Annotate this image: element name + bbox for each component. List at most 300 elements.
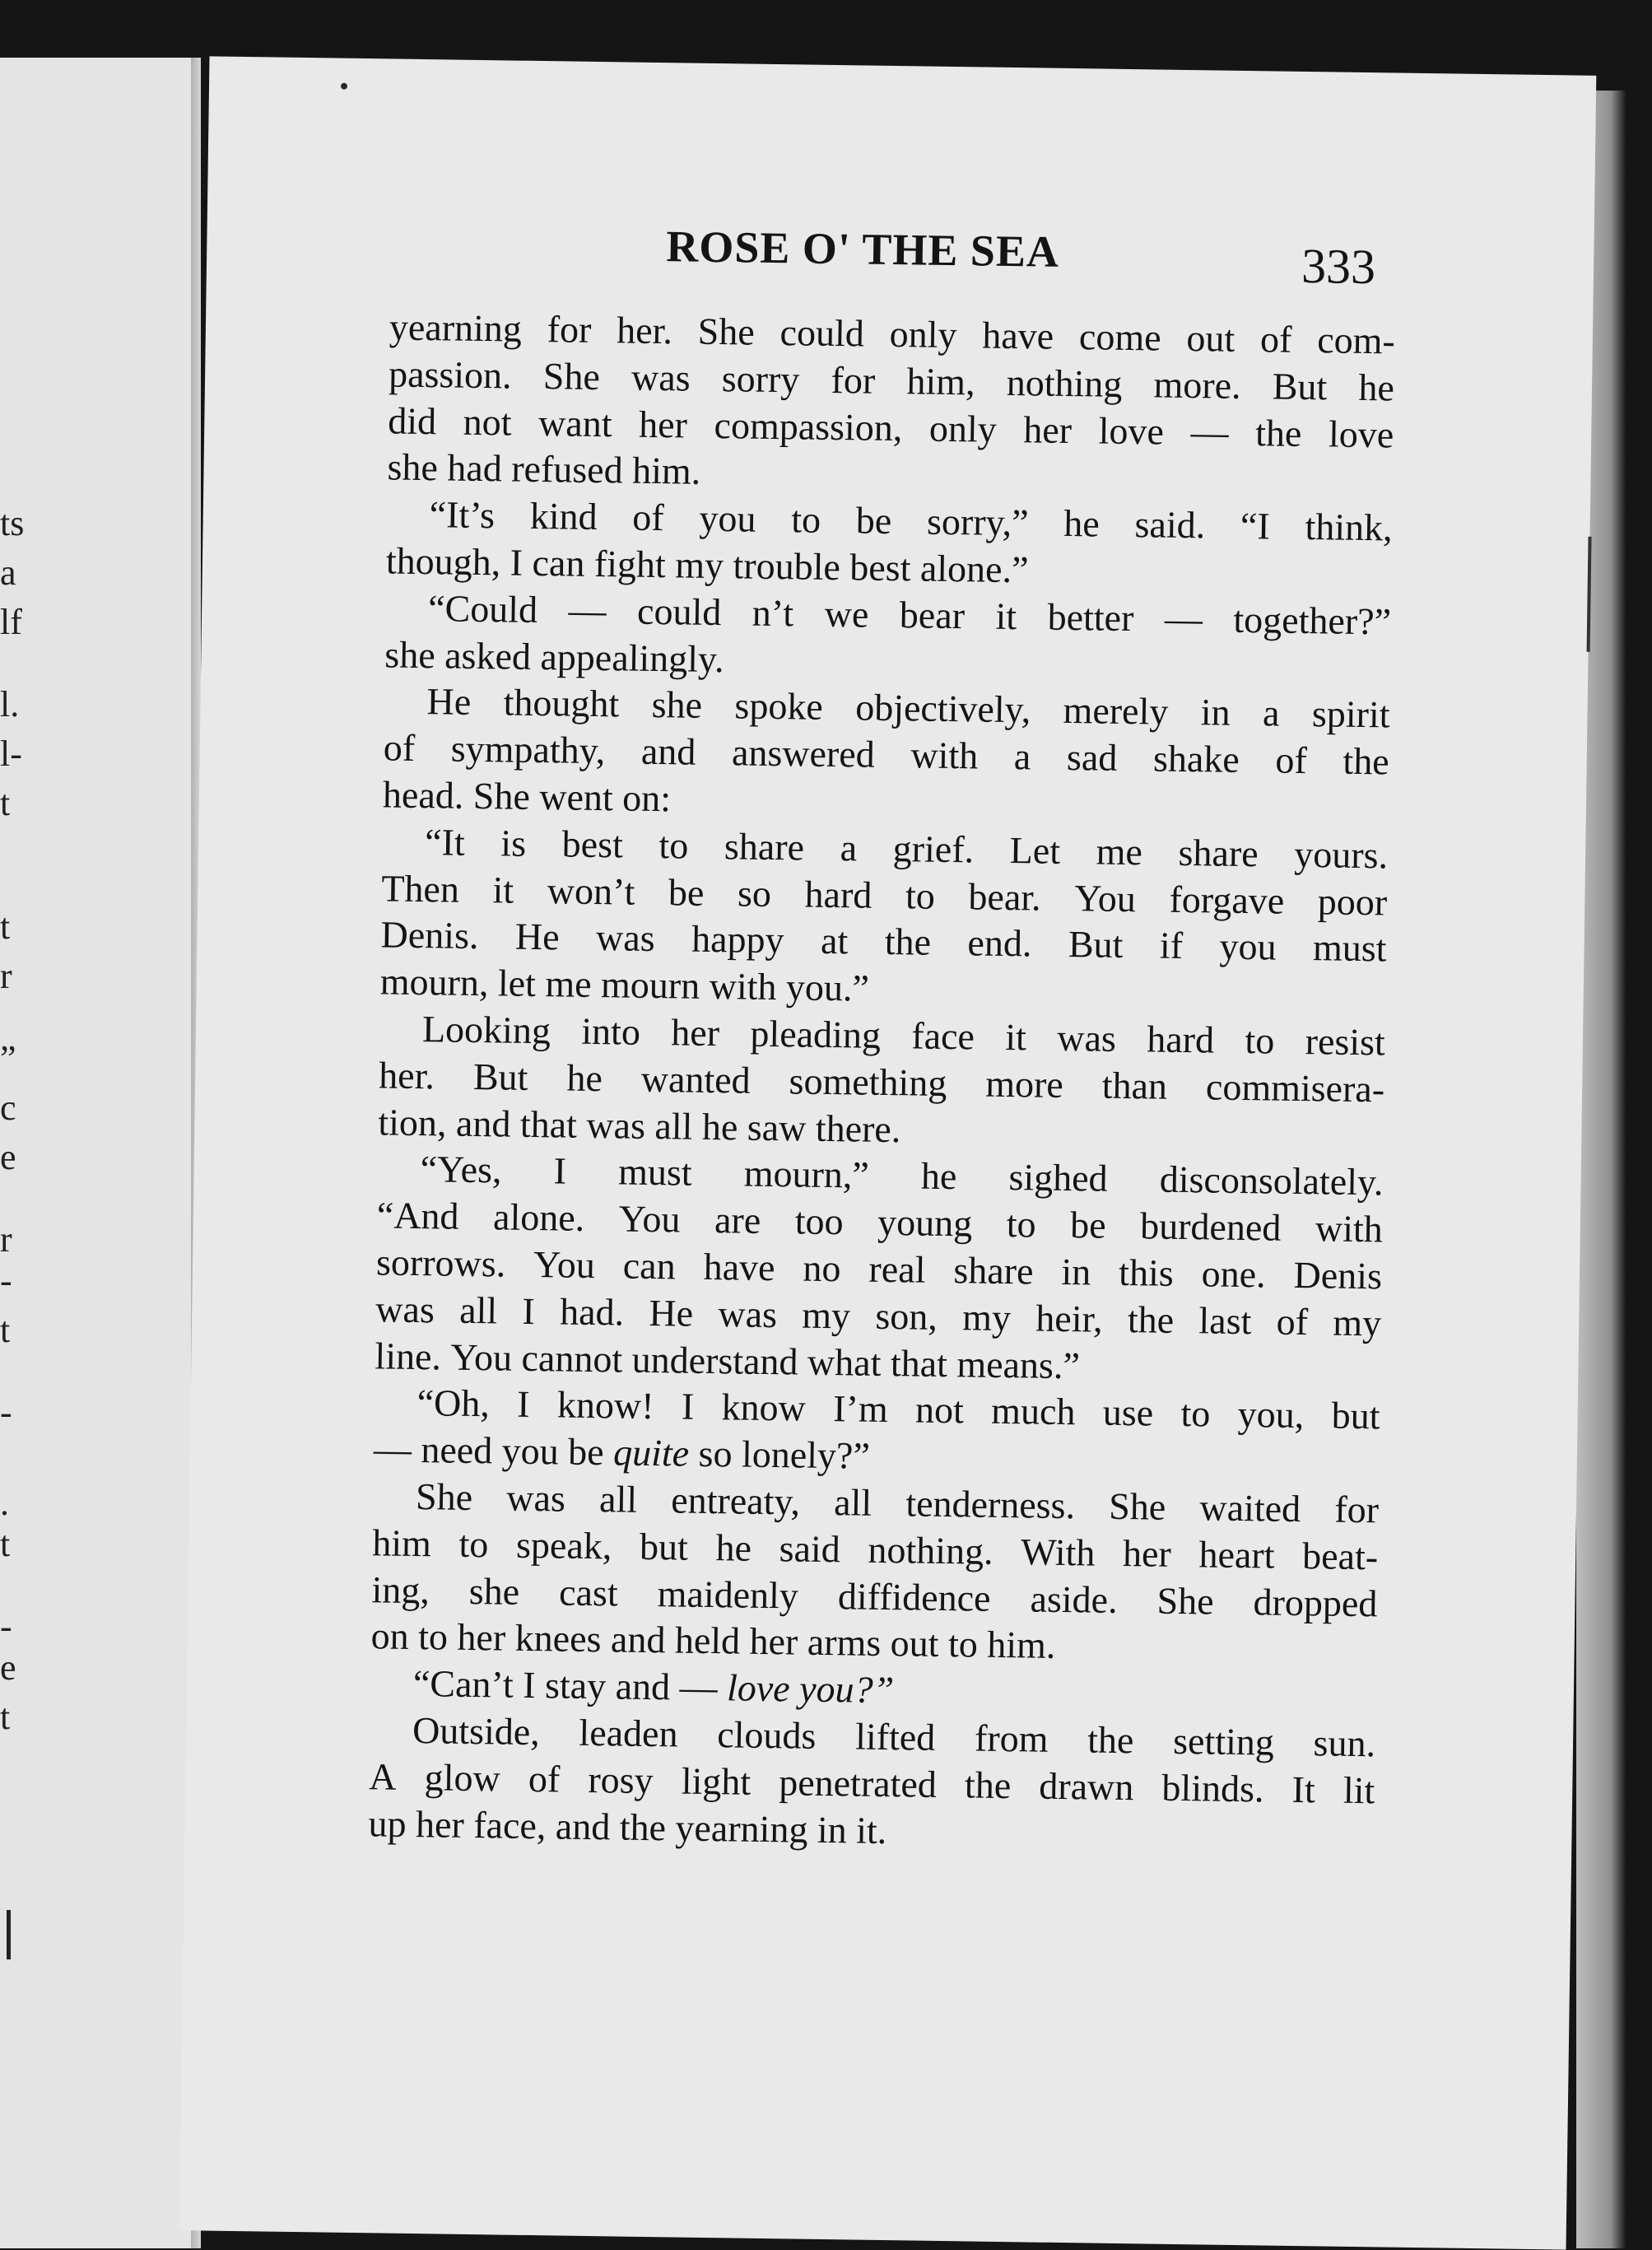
word: resist bbox=[1305, 1020, 1386, 1064]
word: had bbox=[447, 446, 512, 490]
word: last bbox=[1198, 1299, 1252, 1342]
word: use bbox=[1102, 1391, 1154, 1434]
running-title: ROSE O' THE SEA bbox=[665, 221, 1060, 277]
word: Outside, bbox=[412, 1708, 541, 1754]
word: was bbox=[375, 1288, 435, 1331]
word: know! bbox=[556, 1383, 654, 1428]
word: have bbox=[703, 1245, 775, 1289]
word: him. bbox=[631, 449, 701, 493]
adjacent-page-glyph: t bbox=[0, 1310, 11, 1350]
word: share bbox=[953, 1249, 1034, 1293]
word: you bbox=[699, 496, 756, 540]
word: love bbox=[726, 1666, 800, 1710]
word: love bbox=[1098, 409, 1165, 453]
word: drawn bbox=[1039, 1764, 1134, 1808]
word: heir, bbox=[1035, 1297, 1103, 1340]
adjacent-page-glyph: e bbox=[0, 1137, 16, 1177]
word: objectively, bbox=[854, 686, 1031, 731]
word: with bbox=[910, 734, 979, 777]
word: only bbox=[889, 312, 957, 356]
word: it bbox=[1005, 1015, 1027, 1059]
book-page bbox=[179, 56, 1597, 2249]
word: the bbox=[1127, 1297, 1175, 1341]
binding-mark bbox=[7, 1910, 11, 1959]
word: was bbox=[505, 1476, 566, 1520]
word: disconsolately. bbox=[1159, 1158, 1384, 1204]
word: be bbox=[855, 499, 892, 543]
word: to bbox=[1245, 1019, 1275, 1062]
word: commisera- bbox=[1205, 1065, 1385, 1111]
word: a bbox=[1262, 692, 1280, 734]
word: Let bbox=[1009, 828, 1061, 872]
word: merely bbox=[1063, 689, 1169, 734]
word: to bbox=[458, 1522, 489, 1565]
word: He bbox=[514, 915, 560, 958]
word: of bbox=[1275, 738, 1308, 782]
word: young bbox=[877, 1200, 973, 1245]
word: him, bbox=[906, 360, 975, 403]
word: maidenly bbox=[657, 1572, 799, 1617]
word: n’t bbox=[752, 591, 794, 635]
word: means.” bbox=[956, 1342, 1081, 1386]
word: to bbox=[658, 823, 689, 867]
word: alone. bbox=[492, 1195, 585, 1240]
word: “Oh, bbox=[416, 1381, 491, 1425]
word: to bbox=[790, 498, 821, 541]
word: on: bbox=[621, 776, 672, 820]
word: for bbox=[1333, 1488, 1380, 1531]
word: had. bbox=[559, 1290, 625, 1334]
word: son, bbox=[875, 1294, 938, 1338]
word: is bbox=[500, 822, 527, 864]
word: spirit bbox=[1311, 692, 1390, 736]
word: it bbox=[492, 868, 514, 911]
word: could bbox=[636, 589, 722, 633]
word: the bbox=[1254, 411, 1302, 454]
word: you, bbox=[1237, 1393, 1305, 1437]
word: he bbox=[1358, 366, 1395, 409]
word: She bbox=[542, 354, 601, 398]
scan-speck bbox=[341, 83, 347, 90]
word: sympathy, bbox=[450, 727, 606, 772]
word: my bbox=[802, 1293, 851, 1337]
word: that bbox=[519, 1102, 587, 1146]
word: of bbox=[528, 1757, 561, 1800]
word: in bbox=[1061, 1250, 1091, 1293]
word: a bbox=[840, 826, 858, 869]
word: bear bbox=[899, 593, 966, 637]
word: She bbox=[472, 774, 540, 818]
word: him bbox=[371, 1521, 432, 1565]
word: bear. bbox=[968, 874, 1041, 919]
word: stay bbox=[544, 1664, 617, 1707]
word: sorrows. bbox=[375, 1241, 506, 1285]
word: With bbox=[1020, 1530, 1096, 1574]
word: — bbox=[1190, 410, 1229, 454]
word: be bbox=[567, 1430, 614, 1474]
word: light bbox=[681, 1759, 752, 1803]
word: passion. bbox=[388, 352, 513, 397]
word: Denis. bbox=[380, 913, 479, 957]
word: I bbox=[510, 541, 533, 584]
word: there. bbox=[815, 1106, 901, 1150]
word: he bbox=[1063, 502, 1101, 545]
word: something bbox=[789, 1060, 947, 1104]
word: up bbox=[368, 1801, 416, 1845]
adjacent-page-glyph: t bbox=[0, 1697, 11, 1737]
word: real bbox=[868, 1247, 926, 1291]
word: could bbox=[779, 311, 865, 355]
word: understand bbox=[631, 1338, 808, 1383]
word: he bbox=[715, 1526, 752, 1569]
word: Denis bbox=[1293, 1253, 1383, 1297]
word: I’m bbox=[832, 1387, 889, 1431]
word: he bbox=[920, 1154, 957, 1198]
word: have bbox=[981, 314, 1054, 357]
word: — bbox=[568, 589, 607, 631]
word: cast bbox=[558, 1570, 619, 1614]
word: a bbox=[1013, 735, 1031, 778]
word: hard bbox=[1146, 1018, 1215, 1061]
word: sorry,” bbox=[926, 500, 1029, 544]
word: dropped bbox=[1253, 1580, 1378, 1624]
word: “I bbox=[1240, 505, 1271, 547]
word: need bbox=[421, 1428, 503, 1472]
word: the bbox=[884, 920, 932, 964]
word: mourn bbox=[600, 963, 710, 1008]
word: the bbox=[1343, 739, 1390, 783]
adjacent-page-glyph: . bbox=[0, 1483, 9, 1523]
word: arms bbox=[807, 1621, 891, 1665]
word: She bbox=[1156, 1579, 1214, 1623]
word: come bbox=[1078, 315, 1161, 359]
word: saw bbox=[747, 1106, 817, 1149]
word: — bbox=[679, 1665, 728, 1709]
word: want bbox=[537, 401, 612, 445]
word: nothing. bbox=[868, 1528, 994, 1572]
word: burdened bbox=[1139, 1204, 1282, 1249]
word: head. bbox=[382, 773, 474, 817]
word: rosy bbox=[588, 1758, 654, 1801]
word: diffidence bbox=[837, 1574, 991, 1619]
word: you bbox=[1219, 925, 1277, 968]
word: he bbox=[701, 1105, 748, 1148]
word: her bbox=[1022, 408, 1073, 451]
word: But bbox=[472, 1055, 528, 1098]
word: held bbox=[674, 1619, 750, 1663]
word: much bbox=[990, 1390, 1076, 1433]
word: aside. bbox=[1030, 1577, 1118, 1621]
word: alone.” bbox=[919, 547, 1029, 591]
word: into bbox=[581, 1009, 641, 1053]
word: You bbox=[450, 1335, 522, 1379]
word: for bbox=[831, 358, 876, 402]
word: glow bbox=[424, 1755, 501, 1800]
word: out bbox=[890, 1622, 949, 1665]
adjacent-page-glyph: lf bbox=[0, 602, 22, 642]
word: com- bbox=[1316, 319, 1396, 362]
word: said. bbox=[1134, 503, 1206, 547]
word: lonely?” bbox=[741, 1432, 871, 1477]
word: penetrated bbox=[778, 1760, 938, 1805]
word: I bbox=[553, 1149, 567, 1192]
word: best bbox=[849, 546, 921, 589]
word: — bbox=[1164, 597, 1203, 641]
word: my bbox=[1333, 1301, 1382, 1344]
word: did bbox=[388, 399, 437, 442]
word: kind bbox=[529, 495, 598, 538]
word: you?” bbox=[798, 1667, 895, 1712]
adjacent-page-glyph: l- bbox=[0, 734, 22, 774]
word: out bbox=[1186, 316, 1236, 360]
word: “And bbox=[376, 1194, 459, 1237]
adjacent-page-glyph: r bbox=[0, 1219, 12, 1260]
page-number: 333 bbox=[1301, 238, 1376, 295]
word: know bbox=[721, 1386, 807, 1429]
word: setting bbox=[1172, 1719, 1275, 1763]
word: be bbox=[1069, 1204, 1106, 1246]
word: for bbox=[547, 308, 592, 351]
word: entreaty, bbox=[670, 1479, 801, 1523]
word: was bbox=[586, 1103, 655, 1147]
word: can bbox=[532, 541, 595, 585]
word: speak, bbox=[515, 1523, 612, 1568]
word: her. bbox=[616, 309, 673, 352]
word: You bbox=[1073, 876, 1137, 920]
word: too bbox=[794, 1200, 844, 1243]
word: and bbox=[555, 1804, 621, 1848]
word: from bbox=[974, 1717, 1049, 1760]
word: on bbox=[370, 1614, 419, 1658]
word: of bbox=[632, 496, 665, 539]
word: you bbox=[501, 1429, 569, 1473]
page-header bbox=[207, 214, 1594, 308]
word: only bbox=[928, 407, 998, 450]
adjacent-page-glyph: l. bbox=[0, 684, 20, 724]
word: all bbox=[654, 1104, 703, 1148]
word: at bbox=[820, 920, 849, 962]
word: She bbox=[697, 310, 756, 353]
word: to bbox=[947, 1623, 988, 1666]
word: sighed bbox=[1008, 1156, 1109, 1200]
word: But bbox=[1068, 923, 1124, 967]
word: and bbox=[640, 729, 696, 773]
word: my bbox=[674, 543, 733, 587]
word: it bbox=[995, 594, 1017, 637]
body-text bbox=[368, 304, 1395, 1861]
word: all bbox=[833, 1481, 873, 1524]
word: but bbox=[1331, 1394, 1380, 1437]
word: share bbox=[724, 824, 805, 869]
word: her bbox=[415, 1802, 474, 1846]
word: cannot bbox=[521, 1336, 633, 1381]
word: than bbox=[1101, 1064, 1168, 1107]
word: of bbox=[1259, 318, 1292, 361]
word: so bbox=[737, 871, 772, 915]
word: that bbox=[890, 1341, 957, 1385]
word: “It’s bbox=[429, 493, 496, 537]
word: She bbox=[1108, 1484, 1166, 1528]
word: if bbox=[1159, 924, 1184, 967]
word: tenderness. bbox=[905, 1482, 1076, 1527]
word: better bbox=[1047, 595, 1134, 639]
word: won’t bbox=[547, 869, 635, 913]
word: to bbox=[1006, 1203, 1036, 1246]
word: spoke bbox=[734, 684, 824, 729]
word: tion, bbox=[378, 1100, 457, 1144]
word: love bbox=[1328, 412, 1394, 456]
word: pleading bbox=[750, 1012, 882, 1056]
word: her bbox=[749, 1620, 808, 1664]
word: said bbox=[779, 1526, 841, 1570]
word: it. bbox=[855, 1809, 887, 1852]
word: But bbox=[1272, 365, 1328, 408]
word: together?” bbox=[1233, 598, 1392, 643]
word: “Can’t bbox=[412, 1662, 524, 1706]
word: yours. bbox=[1293, 832, 1389, 877]
word: I bbox=[681, 1385, 695, 1428]
word: she bbox=[387, 445, 448, 489]
word: one. bbox=[1201, 1252, 1266, 1296]
word: waited bbox=[1199, 1486, 1301, 1530]
word: appealingly. bbox=[540, 635, 724, 680]
word: — bbox=[373, 1428, 421, 1471]
adjacent-page-strip bbox=[0, 58, 191, 2248]
word: in bbox=[1200, 691, 1231, 734]
word: more bbox=[984, 1062, 1064, 1106]
word: sad bbox=[1066, 736, 1118, 780]
word: with bbox=[709, 965, 787, 1009]
adjacent-page-glyph: c bbox=[0, 1088, 16, 1128]
word: her bbox=[638, 403, 688, 446]
word: the bbox=[619, 1805, 676, 1848]
word: must bbox=[617, 1150, 692, 1195]
word: more. bbox=[1153, 363, 1241, 407]
word: we bbox=[824, 592, 869, 636]
word: A bbox=[369, 1754, 397, 1798]
word: “It bbox=[424, 820, 466, 864]
word: leaden bbox=[579, 1711, 678, 1755]
word: yearning bbox=[389, 305, 523, 350]
word: are bbox=[714, 1199, 761, 1241]
word: all bbox=[598, 1478, 638, 1521]
word: yearning bbox=[675, 1805, 818, 1851]
word: You bbox=[618, 1197, 681, 1241]
word: quite bbox=[612, 1431, 699, 1474]
word: asked bbox=[444, 634, 541, 678]
adjacent-page-glyph: - bbox=[0, 1260, 12, 1301]
word: to bbox=[905, 873, 936, 917]
word: he bbox=[566, 1056, 603, 1099]
word: Then bbox=[381, 866, 460, 911]
word: and bbox=[610, 1618, 676, 1661]
word: sorry bbox=[721, 356, 800, 401]
word: was bbox=[718, 1292, 778, 1335]
word: think, bbox=[1305, 505, 1393, 549]
word: she bbox=[384, 632, 445, 677]
word: He bbox=[426, 680, 472, 724]
word: mourn,” bbox=[743, 1152, 870, 1197]
word: wanted bbox=[640, 1057, 752, 1102]
word: happy bbox=[691, 918, 784, 962]
word: no bbox=[803, 1246, 841, 1290]
word: was bbox=[595, 916, 656, 960]
word: mourn, bbox=[379, 960, 499, 1004]
adjacent-page-glyph: t bbox=[0, 783, 11, 823]
word: best bbox=[561, 822, 624, 866]
word: He bbox=[649, 1291, 694, 1335]
word: not bbox=[914, 1388, 965, 1432]
adjacent-page-glyph: - bbox=[0, 1392, 12, 1432]
word: can bbox=[622, 1244, 677, 1288]
word: him. bbox=[986, 1623, 1056, 1667]
word: clouds bbox=[716, 1713, 817, 1757]
word: fight bbox=[593, 542, 676, 586]
word: went bbox=[538, 776, 623, 819]
word: ing, bbox=[371, 1568, 430, 1611]
adjacent-page-glyph: - bbox=[0, 1606, 12, 1647]
word: thought bbox=[503, 681, 620, 725]
word: of bbox=[1276, 1300, 1309, 1343]
word: hard bbox=[804, 873, 873, 916]
word: me bbox=[545, 962, 602, 1006]
word: knees bbox=[514, 1617, 612, 1661]
word: what bbox=[807, 1340, 891, 1384]
word: lifted bbox=[854, 1715, 936, 1759]
word: end. bbox=[967, 921, 1032, 965]
word: was bbox=[631, 356, 691, 399]
word: her bbox=[1122, 1531, 1172, 1575]
word: this bbox=[1118, 1251, 1175, 1294]
word: she bbox=[468, 1569, 520, 1613]
word: of bbox=[383, 726, 416, 770]
word: heart bbox=[1198, 1533, 1275, 1577]
word: you.” bbox=[785, 966, 870, 1009]
adjacent-page-glyph: t bbox=[0, 1524, 11, 1564]
word: she bbox=[651, 683, 703, 727]
adjacent-page-fragments bbox=[0, 58, 191, 2248]
adjacent-page-glyph: ” bbox=[0, 1038, 16, 1078]
word: was bbox=[1056, 1016, 1117, 1060]
word: I bbox=[516, 1383, 530, 1426]
word: blinds. bbox=[1161, 1766, 1264, 1810]
adjacent-page-glyph: ts bbox=[0, 503, 25, 543]
word: lit bbox=[1343, 1768, 1375, 1812]
word: and bbox=[455, 1102, 521, 1145]
word: face, bbox=[472, 1803, 556, 1847]
word: line. bbox=[375, 1334, 451, 1378]
adjacent-page-glyph: a bbox=[0, 552, 16, 593]
word: her bbox=[457, 1616, 516, 1660]
word: “Yes, bbox=[420, 1148, 502, 1191]
word: forgave bbox=[1169, 878, 1285, 922]
adjacent-page-glyph: r bbox=[0, 956, 12, 996]
word: You bbox=[533, 1242, 596, 1286]
word: She bbox=[415, 1474, 473, 1518]
word: sun. bbox=[1313, 1721, 1376, 1765]
word: beat- bbox=[1301, 1534, 1379, 1578]
word: her. bbox=[378, 1054, 435, 1097]
word: poor bbox=[1317, 879, 1388, 924]
word: answered bbox=[731, 731, 876, 776]
word: so bbox=[698, 1432, 742, 1475]
word: not bbox=[463, 400, 512, 444]
word: I bbox=[522, 1663, 546, 1707]
word: nothing bbox=[1006, 361, 1123, 405]
word: Looking bbox=[421, 1008, 551, 1052]
word: share bbox=[1178, 831, 1259, 875]
word: but bbox=[639, 1525, 689, 1568]
